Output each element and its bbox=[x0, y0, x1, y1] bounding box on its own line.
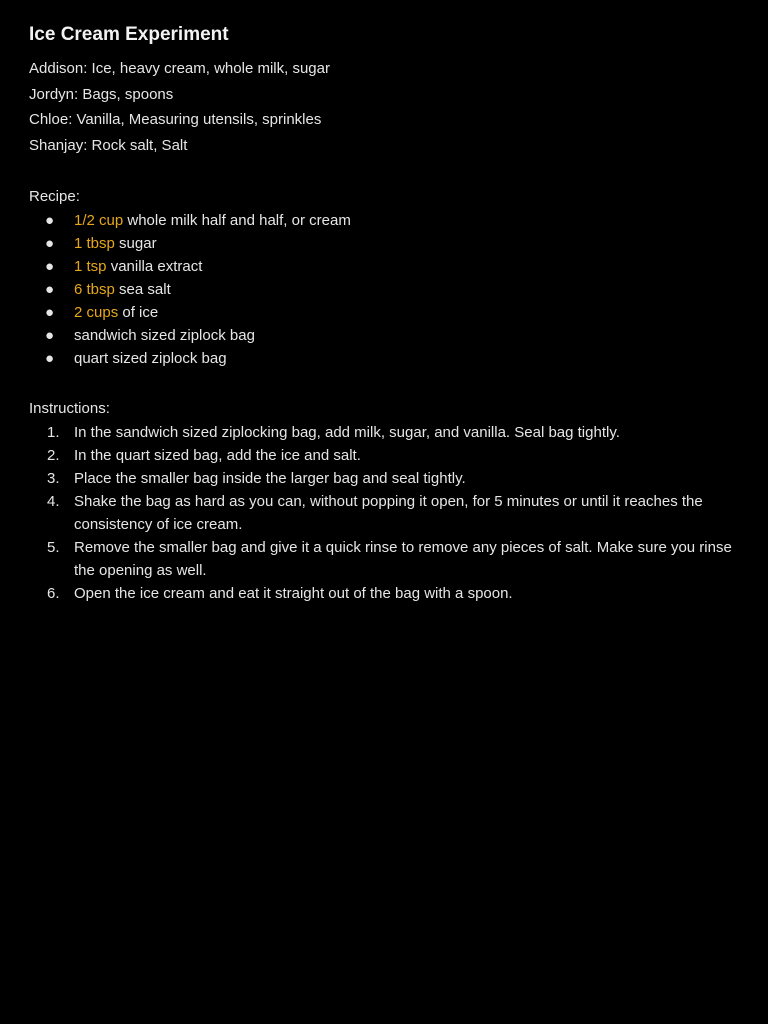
ingredient-item[interactable] bbox=[29, 324, 739, 347]
step-number: 3. bbox=[47, 470, 60, 487]
step-number: 5. bbox=[47, 539, 60, 556]
ingredient-text: quart sized ziplock bag bbox=[74, 350, 227, 367]
note-body[interactable] bbox=[29, 22, 739, 605]
bullet-icon: ● bbox=[45, 327, 55, 344]
step-text: Remove the smaller bag and give it a quick rinse to remove any pieces of salt. Make sure you rinse the opening as well. bbox=[74, 539, 732, 579]
bullet-icon: ● bbox=[45, 258, 55, 275]
ingredient-quantity: 2 cups bbox=[74, 304, 119, 321]
ingredient-item[interactable] bbox=[29, 255, 739, 278]
blank-line bbox=[29, 158, 739, 184]
bullet-icon: ● bbox=[45, 281, 55, 298]
assignment-line[interactable]: Chloe: Vanilla, Measuring utensils, sprinkles bbox=[29, 111, 322, 128]
step-text: Shake the bag as hard as you can, without popping it open, for 5 minutes or until it reaches the consistency of ice cream. bbox=[74, 493, 703, 533]
step-number: 1. bbox=[47, 424, 60, 441]
ingredient-text: sandwich sized ziplock bag bbox=[74, 327, 255, 344]
ingredient-item[interactable] bbox=[29, 232, 739, 255]
instruction-step[interactable] bbox=[29, 582, 739, 605]
instruction-step[interactable] bbox=[29, 536, 739, 582]
bullet-icon: ● bbox=[45, 212, 55, 229]
instructions-label[interactable]: Instructions: bbox=[29, 400, 110, 417]
instruction-step[interactable] bbox=[29, 444, 739, 467]
ingredient-quantity: 1 tbsp bbox=[74, 235, 115, 252]
ingredient-item[interactable] bbox=[29, 347, 739, 370]
blank-line bbox=[29, 370, 739, 396]
instruction-step[interactable] bbox=[29, 421, 739, 444]
instructions-list bbox=[29, 421, 739, 605]
instruction-step[interactable] bbox=[29, 490, 739, 536]
ingredient-quantity: 1 tsp bbox=[74, 258, 107, 275]
ingredient-item[interactable] bbox=[29, 209, 739, 232]
step-text: In the sandwich sized ziplocking bag, add milk, sugar, and vanilla. Seal bag tightly. bbox=[74, 424, 620, 441]
instruction-step[interactable] bbox=[29, 467, 739, 490]
step-number: 2. bbox=[47, 447, 60, 464]
assignments-list bbox=[29, 56, 739, 158]
assignment-line[interactable]: Shanjay: Rock salt, Salt bbox=[29, 136, 188, 154]
ingredient-text: of ice bbox=[118, 304, 159, 321]
ingredients-list bbox=[29, 209, 739, 370]
ingredient-text: sea salt bbox=[114, 281, 171, 298]
step-text: Open the ice cream and eat it straight out of the bag with a spoon. bbox=[74, 585, 513, 602]
step-text: In the quart sized bag, add the ice and salt. bbox=[74, 447, 361, 464]
bullet-icon: ● bbox=[45, 350, 55, 367]
ingredient-text: sugar bbox=[114, 235, 157, 252]
ingredient-quantity: 1/2 cup bbox=[74, 212, 124, 229]
ingredient-item[interactable] bbox=[29, 278, 739, 301]
bullet-icon: ● bbox=[45, 235, 55, 252]
ingredient-item[interactable] bbox=[29, 301, 739, 324]
assignment-line[interactable]: Jordyn: Bags, spoons bbox=[29, 85, 174, 103]
recipe-label[interactable]: Recipe: bbox=[29, 188, 80, 205]
step-text: Place the smaller bag inside the larger bag and seal tightly. bbox=[74, 470, 466, 487]
ingredient-quantity: 6 tbsp bbox=[74, 281, 115, 298]
step-number: 4. bbox=[47, 493, 60, 510]
ingredient-text: vanilla extract bbox=[106, 258, 203, 275]
ingredient-text: whole milk half and half, or cream bbox=[123, 212, 351, 229]
note-title[interactable]: Ice Cream Experiment bbox=[29, 24, 229, 45]
assignment-line[interactable]: Addison: Ice, heavy cream, whole milk, sugar bbox=[29, 60, 330, 77]
step-number: 6. bbox=[47, 585, 60, 602]
bullet-icon: ● bbox=[45, 304, 55, 321]
